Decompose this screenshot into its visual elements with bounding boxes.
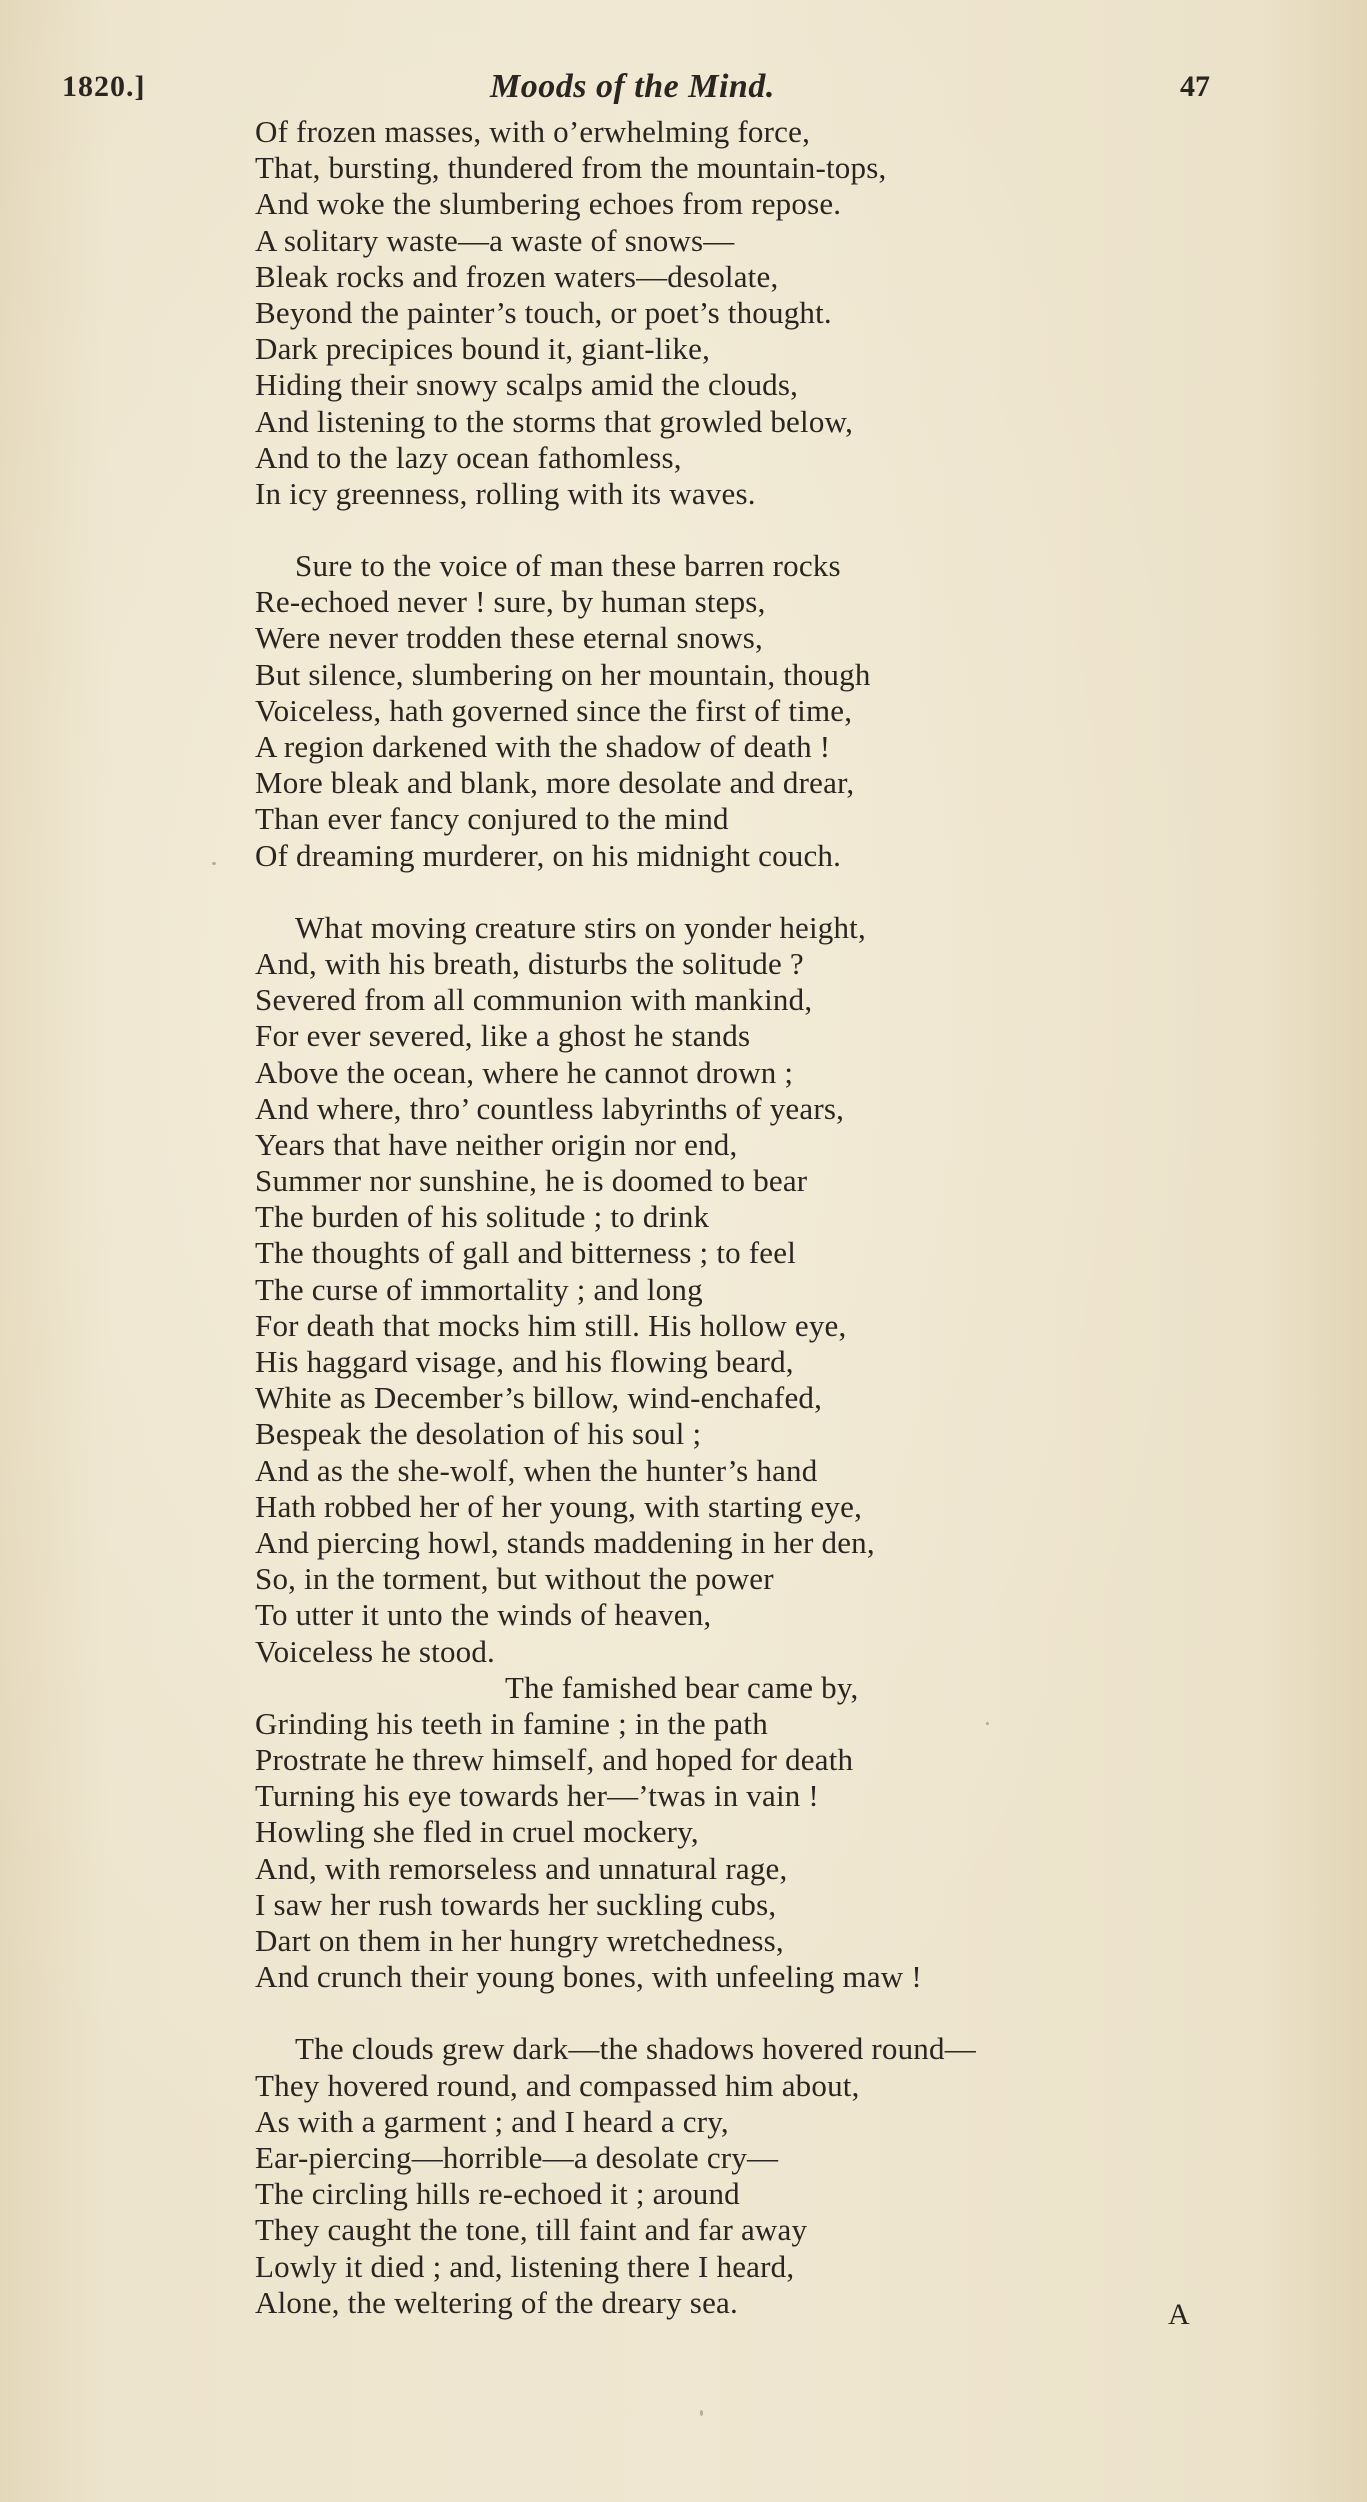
poem-line: Dark precipices bound it, giant-like, — [255, 331, 711, 367]
catchword: A — [1168, 2298, 1190, 2331]
poem-line: Above the ocean, where he cannot drown ; — [255, 1054, 794, 1090]
poem-line: White as December’s billow, wind-enchafed, — [255, 1380, 823, 1416]
poem-line: In icy greenness, rolling with its waves. — [255, 475, 756, 511]
poem-body — [255, 114, 1335, 2321]
poem-line: Than ever fancy conjured to the mind — [255, 801, 729, 837]
poem-line: For ever severed, like a ghost he stands — [255, 1018, 751, 1054]
poem-line: And where, thro’ countless labyrinths of years, — [255, 1090, 845, 1126]
paper-speck — [700, 2410, 703, 2416]
poem-line: A region darkened with the shadow of death ! — [255, 729, 831, 764]
poem-line: The circling hills re-echoed it ; around — [255, 2176, 740, 2212]
poem-line: Of dreaming murderer, on his midnight couch. — [255, 837, 842, 873]
poem-line: Alone, the weltering of the dreary sea. — [255, 2284, 738, 2320]
poem-line: Grinding his teeth in famine ; in the path — [255, 1705, 768, 1741]
poem-line: For death that mocks him still. His hollow eye, — [255, 1307, 847, 1343]
poem-line: The burden of his solitude ; to drink — [255, 1199, 710, 1235]
poem-line: His haggard visage, and his flowing beard, — [255, 1344, 794, 1379]
poem-line: Hiding their snowy scalps amid the clouds, — [255, 367, 799, 403]
poem-line: And listening to the storms that growled below, — [255, 403, 854, 439]
poem-line: The famished bear came by, — [505, 1669, 859, 1705]
running-head — [0, 70, 1367, 114]
poem-line: And, with remorseless and unnatural rage, — [255, 1850, 788, 1886]
page-number: 47 — [1180, 70, 1210, 103]
poem-line: And woke the slumbering echoes from repose. — [255, 186, 842, 222]
poem-line: The thoughts of gall and bitterness ; to feel — [255, 1235, 797, 1271]
poem-line: Bespeak the desolation of his soul ; — [255, 1416, 702, 1452]
poem-line: What moving creature stirs on yonder height, — [295, 909, 866, 945]
poem-line: Re-echoed never ! sure, by human steps, — [255, 584, 766, 620]
poem-line: A solitary waste—a waste of snows— — [255, 222, 735, 258]
poem-line: More bleak and blank, more desolate and drear, — [255, 765, 855, 801]
poem-line: But silence, slumbering on her mountain, though — [255, 656, 871, 692]
stanza — [255, 548, 1335, 874]
poem-line: Summer nor sunshine, he is doomed to bear — [255, 1163, 808, 1199]
poem-line: They caught the tone, till faint and far away — [255, 2212, 808, 2248]
poem-line: Howling she fled in cruel mockery, — [255, 1814, 699, 1850]
poem-line: And, with his breath, disturbs the solitude ? — [255, 945, 804, 981]
poem-line: Ear-piercing—horrible—a desolate cry— — [255, 2139, 779, 2175]
poem-line: Voiceless he stood. — [255, 1633, 496, 1669]
poem-line: Turning his eye towards her—’twas in vain ! — [255, 1778, 819, 1814]
poem-line: Hath robbed her of her young, with starting eye, — [255, 1488, 863, 1524]
stanza — [255, 910, 1335, 1996]
stanza — [255, 2031, 1335, 2321]
poem-line: Lowly it died ; and, listening there I heard, — [255, 2248, 795, 2284]
poem-line: So, in the torment, but without the power — [255, 1561, 774, 1597]
stanza — [255, 114, 1335, 512]
poem-line: And piercing howl, stands maddening in her den, — [255, 1524, 875, 1560]
poem-line: Bleak rocks and frozen waters—desolate, — [255, 258, 779, 294]
poem-line: They hovered round, and compassed him about, — [255, 2067, 860, 2103]
poem-line: Voiceless, hath governed since the first of time, — [255, 692, 853, 728]
header-year: 1820.] — [62, 70, 146, 103]
poem-line: Were never trodden these eternal snows, — [255, 620, 763, 656]
paper-speck — [986, 1722, 989, 1725]
poem-line: Beyond the painter’s touch, or poet’s thought. — [255, 294, 832, 330]
poem-line: And to the lazy ocean fathomless, — [255, 439, 682, 475]
poem-line: Severed from all communion with mankind, — [255, 982, 813, 1018]
poem-line: And crunch their young bones, with unfeeling maw ! — [255, 1959, 922, 1995]
poem-line: Dart on them in her hungry wretchedness, — [255, 1923, 784, 1958]
poem-line: Sure to the voice of man these barren rocks — [295, 548, 841, 584]
poem-line: I saw her rush towards her suckling cubs, — [255, 1886, 777, 1922]
poem-line: Prostrate he threw himself, and hoped for death — [255, 1742, 854, 1778]
poem-line: Of frozen masses, with o’erwhelming force, — [255, 114, 811, 149]
poem-line: That, bursting, thundered from the mountain-tops, — [255, 150, 887, 186]
header-title: Moods of the Mind. — [490, 68, 775, 105]
paper-speck — [212, 862, 216, 865]
poem-line: Years that have neither origin nor end, — [255, 1126, 738, 1162]
poem-line: The clouds grew dark—the shadows hovered round— — [295, 2031, 976, 2067]
poem-line: And as the she-wolf, when the hunter’s hand — [255, 1452, 818, 1488]
poem-line: To utter it unto the winds of heaven, — [255, 1597, 712, 1633]
poem-line: As with a garment ; and I heard a cry, — [255, 2103, 729, 2139]
poem-line: The curse of immortality ; and long — [255, 1271, 703, 1307]
